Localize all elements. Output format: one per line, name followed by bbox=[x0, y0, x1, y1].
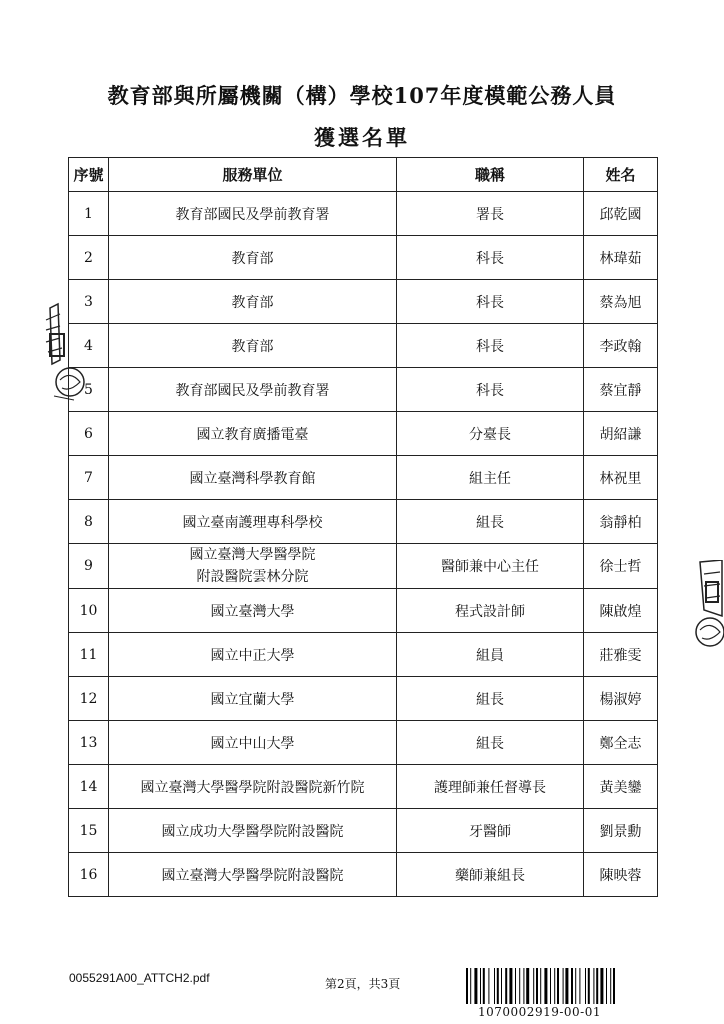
footer-filename: 0055291A00_ATTCH2.pdf bbox=[69, 971, 210, 985]
barcode-bar bbox=[585, 968, 586, 1004]
table-row bbox=[69, 589, 658, 633]
barcode-bar bbox=[519, 968, 520, 1004]
cell-unit-line: 國立臺南護理專科學校 bbox=[182, 514, 323, 531]
cell-number: 10 bbox=[69, 589, 109, 633]
seal-stamp-right bbox=[686, 560, 724, 670]
table-row bbox=[69, 721, 658, 765]
cell-person-name: 劉景勳 bbox=[584, 809, 658, 853]
cell-number: 9 bbox=[69, 544, 109, 589]
cell-job-title: 分臺長 bbox=[397, 412, 584, 456]
barcode-bar bbox=[610, 968, 611, 1004]
barcode-bar bbox=[488, 968, 489, 1004]
cell-unit bbox=[109, 368, 397, 412]
cell-unit bbox=[109, 633, 397, 677]
cell-job-title: 藥師兼組長 bbox=[397, 853, 584, 897]
table-row bbox=[69, 765, 658, 809]
document-title: 教育部與所屬機關（構）學校107年度模範公務人員 bbox=[107, 83, 617, 108]
cell-job-title: 科長 bbox=[397, 280, 584, 324]
cell-person-name: 林祝里 bbox=[584, 456, 658, 500]
cell-job-title: 科長 bbox=[397, 324, 584, 368]
column-header-unit: 服務單位 bbox=[109, 158, 397, 192]
award-roster-table bbox=[68, 157, 658, 897]
cell-unit bbox=[109, 324, 397, 368]
barcode-bar bbox=[588, 968, 590, 1004]
cell-unit-line: 國立臺灣科學教育館 bbox=[189, 470, 316, 487]
table-row bbox=[69, 324, 658, 368]
table-row bbox=[69, 368, 658, 412]
cell-person-name: 翁靜柏 bbox=[584, 500, 658, 544]
cell-unit-line: 國立臺灣大學醫學院 bbox=[189, 547, 316, 563]
barcode-bar bbox=[554, 968, 555, 1004]
cell-job-title: 組長 bbox=[397, 677, 584, 721]
cell-unit-line: 國立宜蘭大學 bbox=[210, 691, 295, 708]
barcode-bar bbox=[540, 968, 541, 1004]
barcode-bar bbox=[550, 968, 551, 1004]
cell-job-title: 組員 bbox=[397, 633, 584, 677]
barcode-bar bbox=[494, 968, 495, 1004]
barcode-bar bbox=[536, 968, 538, 1004]
cell-unit bbox=[109, 677, 397, 721]
cell-person-name: 莊雅雯 bbox=[584, 633, 658, 677]
cell-person-name: 鄭全志 bbox=[584, 721, 658, 765]
cell-unit bbox=[109, 853, 397, 897]
cell-person-name: 蔡宜靜 bbox=[584, 368, 658, 412]
barcode-bar bbox=[579, 968, 580, 1004]
barcode-bar bbox=[483, 968, 485, 1004]
cell-number: 2 bbox=[69, 236, 109, 280]
barcode-bar bbox=[480, 968, 481, 1004]
cell-unit bbox=[109, 765, 397, 809]
barcode-bar bbox=[575, 968, 576, 1004]
cell-unit-line: 國立教育廣播電臺 bbox=[196, 426, 309, 443]
cell-number: 13 bbox=[69, 721, 109, 765]
document-subtitle: 獲選名單 bbox=[314, 125, 410, 150]
cell-person-name: 蔡為旭 bbox=[584, 280, 658, 324]
barcode-bar bbox=[600, 968, 603, 1004]
barcode-bar bbox=[565, 968, 568, 1004]
cell-person-name: 陳映蓉 bbox=[584, 853, 658, 897]
cell-number: 3 bbox=[69, 280, 109, 324]
column-header-number: 序號 bbox=[69, 158, 109, 192]
barcode-bar bbox=[533, 968, 534, 1004]
cell-person-name: 胡紹謙 bbox=[584, 412, 658, 456]
cell-unit-line: 國立臺灣大學醫學院附設醫院 bbox=[161, 867, 344, 884]
cell-job-title: 醫師兼中心主任 bbox=[397, 544, 584, 589]
cell-job-title: 科長 bbox=[397, 236, 584, 280]
cell-person-name: 李政翰 bbox=[584, 324, 658, 368]
barcode-bar bbox=[557, 968, 559, 1004]
cell-person-name: 陳啟煌 bbox=[584, 589, 658, 633]
cell-unit-line: 附設醫院雲林分院 bbox=[196, 569, 309, 585]
cell-unit-line: 國立臺灣大學 bbox=[210, 603, 295, 620]
table-row bbox=[69, 280, 658, 324]
cell-number: 4 bbox=[69, 324, 109, 368]
cell-job-title: 組長 bbox=[397, 721, 584, 765]
column-header-title: 職稱 bbox=[397, 158, 584, 192]
table-row bbox=[69, 853, 658, 897]
cell-number: 11 bbox=[69, 633, 109, 677]
cell-unit bbox=[109, 192, 397, 236]
barcode-bar bbox=[596, 968, 598, 1004]
cell-person-name: 楊淑婷 bbox=[584, 677, 658, 721]
barcode-bar bbox=[474, 968, 477, 1004]
table-row bbox=[69, 456, 658, 500]
cell-unit-line: 國立中正大學 bbox=[210, 647, 295, 664]
barcode-bar bbox=[497, 968, 499, 1004]
cell-unit bbox=[109, 456, 397, 500]
cell-unit-line: 教育部 bbox=[231, 250, 274, 267]
cell-job-title: 組主任 bbox=[397, 456, 584, 500]
cell-person-name: 黃美鑾 bbox=[584, 765, 658, 809]
cell-unit bbox=[109, 280, 397, 324]
barcode-bar bbox=[563, 968, 564, 1004]
barcode-bar bbox=[501, 968, 502, 1004]
barcode-bar bbox=[523, 968, 524, 1004]
cell-unit-line: 教育部 bbox=[231, 294, 274, 311]
cell-job-title: 科長 bbox=[397, 368, 584, 412]
cell-job-title: 護理師兼任督導長 bbox=[397, 765, 584, 809]
column-header-name: 姓名 bbox=[584, 158, 658, 192]
barcode-number: 1070002919-00-01 bbox=[478, 1005, 601, 1019]
barcode-bar bbox=[470, 968, 471, 1004]
barcode bbox=[466, 968, 654, 1004]
table-row bbox=[69, 192, 658, 236]
table-row bbox=[69, 500, 658, 544]
cell-unit bbox=[109, 236, 397, 280]
cell-unit bbox=[109, 809, 397, 853]
cell-unit bbox=[109, 412, 397, 456]
table-body bbox=[69, 192, 658, 897]
cell-person-name: 林瑋茹 bbox=[584, 236, 658, 280]
cell-job-title: 署長 bbox=[397, 192, 584, 236]
cell-unit-line: 國立成功大學醫學院附設醫院 bbox=[161, 823, 344, 840]
cell-job-title: 程式設計師 bbox=[397, 589, 584, 633]
barcode-bar bbox=[505, 968, 507, 1004]
table-row bbox=[69, 412, 658, 456]
barcode-bar bbox=[571, 968, 573, 1004]
barcode-bar bbox=[544, 968, 547, 1004]
table-row bbox=[69, 677, 658, 721]
cell-unit-line: 教育部 bbox=[231, 338, 274, 355]
cell-number: 14 bbox=[69, 765, 109, 809]
cell-person-name: 徐士哲 bbox=[584, 544, 658, 589]
cell-job-title: 牙醫師 bbox=[397, 809, 584, 853]
barcode-bar bbox=[593, 968, 594, 1004]
table-header-row bbox=[69, 158, 658, 192]
barcode-bar bbox=[526, 968, 529, 1004]
cell-unit bbox=[109, 500, 397, 544]
table-row bbox=[69, 809, 658, 853]
cell-unit bbox=[109, 721, 397, 765]
barcode-bar bbox=[466, 968, 468, 1004]
cell-unit-line: 國立中山大學 bbox=[210, 735, 295, 752]
cell-number: 6 bbox=[69, 412, 109, 456]
cell-number: 7 bbox=[69, 456, 109, 500]
cell-person-name: 邱乾國 bbox=[584, 192, 658, 236]
cell-job-title: 組長 bbox=[397, 500, 584, 544]
cell-unit-line: 教育部國民及學前教育署 bbox=[175, 382, 330, 399]
cell-number: 12 bbox=[69, 677, 109, 721]
table-row bbox=[69, 236, 658, 280]
cell-unit bbox=[109, 544, 397, 589]
table-row bbox=[69, 544, 658, 589]
cell-unit-line: 教育部國民及學前教育署 bbox=[175, 206, 330, 223]
cell-number: 1 bbox=[69, 192, 109, 236]
barcode-bar bbox=[509, 968, 512, 1004]
cell-number: 5 bbox=[69, 368, 109, 412]
footer-page-label: 第2頁，共3頁 bbox=[325, 977, 401, 991]
cell-unit bbox=[109, 589, 397, 633]
cell-unit-line: 國立臺灣大學醫學院附設醫院新竹院 bbox=[140, 779, 365, 796]
cell-number: 8 bbox=[69, 500, 109, 544]
table-row bbox=[69, 633, 658, 677]
cell-number: 16 bbox=[69, 853, 109, 897]
barcode-bar bbox=[606, 968, 607, 1004]
barcode-bar bbox=[613, 968, 615, 1004]
cell-number: 15 bbox=[69, 809, 109, 853]
barcode-bar bbox=[515, 968, 516, 1004]
